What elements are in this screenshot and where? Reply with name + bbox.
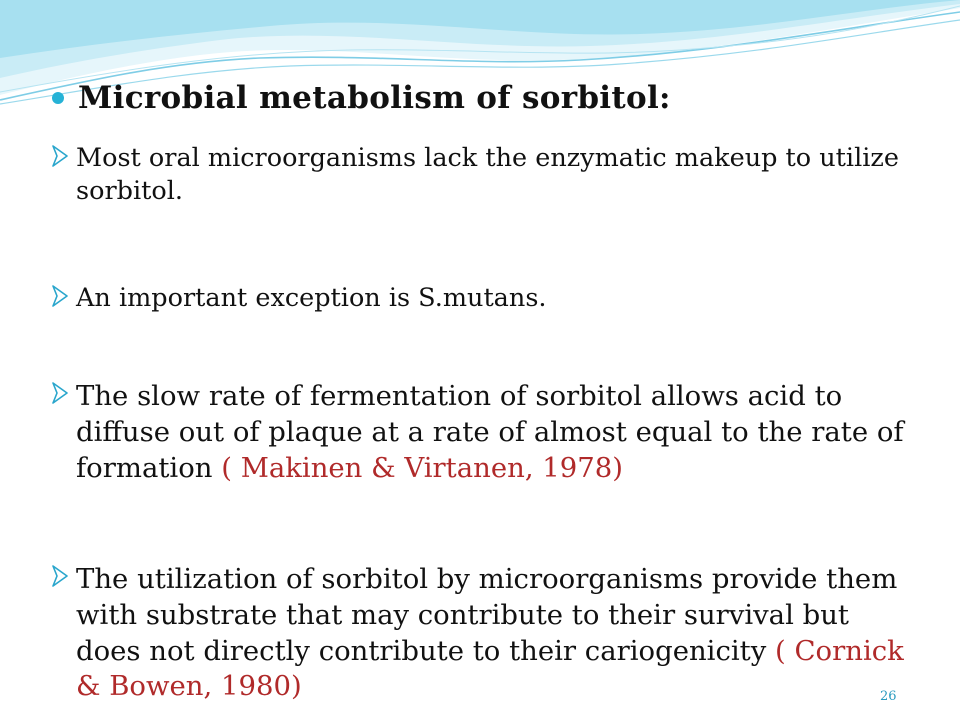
bullet-4-citation: ( Cornick & Bowen, 1980) (76, 634, 904, 703)
title-bullet-dot (52, 92, 64, 104)
bullet-3-citation: ( Makinen & Virtanen, 1978) (221, 451, 624, 484)
arrow-bullet-icon (52, 145, 76, 167)
bullet-4-body: The utilization of sorbitol by microorganisms provide them with substrate that may contribute to their survival but does not directly contribute to their cariogenicity (76, 563, 898, 667)
bullet-point-2 (52, 282, 912, 315)
bullet-point-1 (52, 142, 912, 208)
page-number: 26 (880, 689, 897, 704)
bullet-3-text (76, 379, 912, 486)
bullet-point-3 (52, 379, 912, 486)
arrow-bullet-icon (52, 382, 76, 404)
bullet-2-text: An important exception is S.mutans. (76, 283, 547, 313)
arrow-bullet-icon (52, 565, 76, 587)
bullet-point-4 (52, 562, 912, 705)
arrow-bullet-icon (52, 285, 76, 307)
bullet-4-text (76, 562, 912, 705)
bullet-3-body: The slow rate of fermentation of sorbitol allows acid to diffuse out of plaque at a rate of almost equal to the rate of formation (76, 380, 904, 484)
slide-title: Microbial metabolism of sorbitol: (78, 80, 671, 116)
title-row (52, 80, 671, 116)
bullet-1-text: Most oral microorganisms lack the enzymatic makeup to utilize sorbitol. (76, 143, 899, 207)
